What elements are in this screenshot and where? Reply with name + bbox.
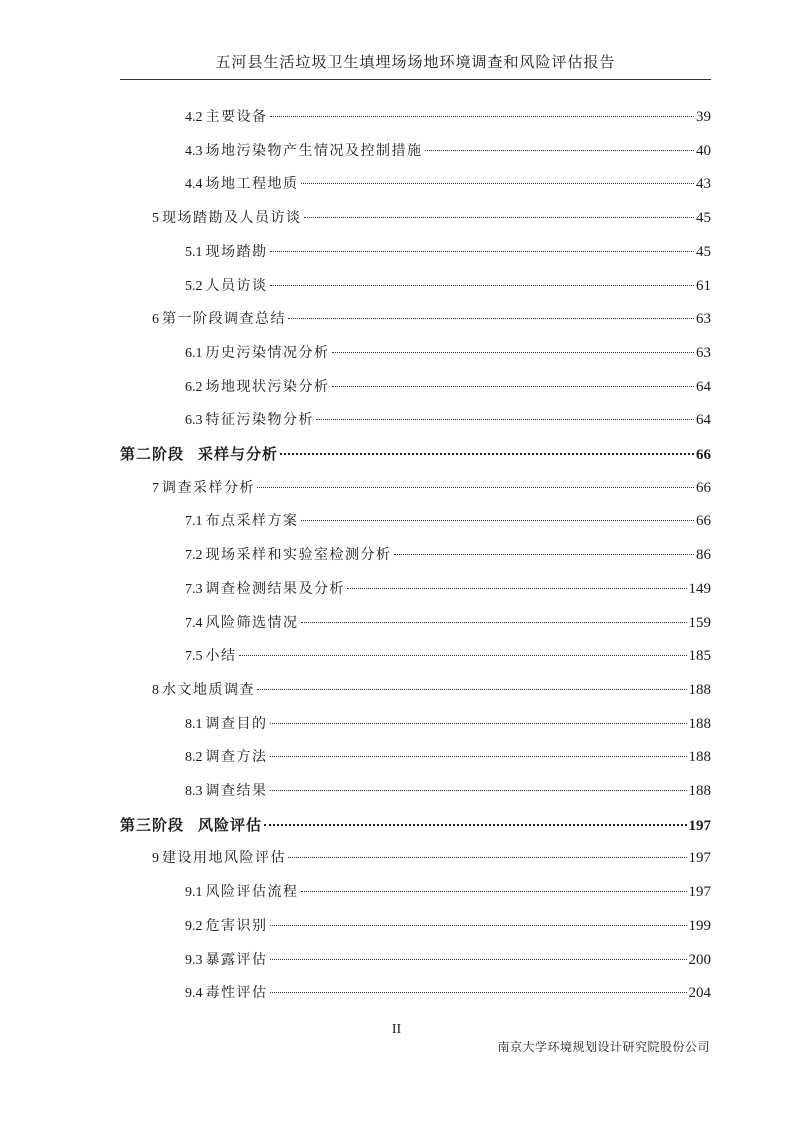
toc-section-number: 6 <box>152 312 159 327</box>
toc-entry-label <box>185 275 268 298</box>
toc-section-number: 9.4 <box>185 986 203 1001</box>
toc-section-title: 小结 <box>205 648 237 664</box>
toc-entry-label <box>152 207 302 230</box>
toc-entry[interactable] <box>185 746 711 768</box>
toc-page-number: 64 <box>696 412 711 428</box>
toc-leader-dots <box>270 285 695 286</box>
toc-section-number: 7.3 <box>185 582 203 597</box>
toc-leader-dots <box>270 790 687 791</box>
toc-part-title: 第二阶段 <box>120 445 185 463</box>
toc-section-number: 9.3 <box>185 953 203 968</box>
toc-leader-dots <box>270 992 687 993</box>
toc-leader-dots <box>270 925 687 926</box>
toc-entry[interactable] <box>152 207 711 229</box>
toc-page-number: 197 <box>688 818 711 834</box>
toc-section-number: 5 <box>152 211 159 226</box>
toc-entry-label <box>152 477 255 500</box>
toc-section-title: 调查检测结果及分析 <box>205 581 345 597</box>
toc-section-title: 调查结果 <box>205 783 268 799</box>
toc-entry[interactable] <box>185 915 711 937</box>
toc-page-number: 199 <box>688 918 711 934</box>
toc-page-number: 197 <box>688 850 711 866</box>
toc-entry[interactable] <box>185 612 711 634</box>
toc-section-title: 特征污染物分析 <box>205 412 314 428</box>
toc-leader-dots <box>270 116 695 117</box>
toc-section-number: 7.5 <box>185 649 203 664</box>
toc-page-number: 45 <box>696 244 711 260</box>
toc-page-number: 45 <box>696 210 711 226</box>
toc-page-number: 63 <box>696 345 711 361</box>
toc-entry-label <box>185 342 330 365</box>
toc-leader-dots <box>270 756 687 757</box>
toc-section-number: 7 <box>152 481 159 496</box>
toc-part-name: 风险评估 <box>198 816 263 834</box>
toc-entry-label <box>185 376 330 399</box>
toc-section-number: 4.4 <box>185 177 203 192</box>
toc-entry-label <box>185 173 299 196</box>
toc-section-title: 现场踏勘及人员访谈 <box>162 210 302 226</box>
toc-entry[interactable] <box>152 477 711 499</box>
toc-section-number: 8.1 <box>185 717 203 732</box>
toc-leader-dots <box>270 959 687 960</box>
toc-entry-label <box>152 679 255 702</box>
toc-leader-dots <box>288 857 687 858</box>
toc-page-number: 39 <box>696 109 711 125</box>
toc-entry-label <box>185 578 345 601</box>
toc-page-number: 188 <box>688 716 711 732</box>
toc-section-number: 7.4 <box>185 616 203 631</box>
toc-leader-dots <box>301 520 695 521</box>
toc-entry-label <box>120 814 262 836</box>
toc-leader-dots <box>394 554 695 555</box>
toc-entry[interactable] <box>185 578 711 600</box>
toc-entry[interactable] <box>185 173 711 195</box>
toc-page-number: 43 <box>696 176 711 192</box>
toc-section-number: 4.3 <box>185 144 203 159</box>
toc-page-number: 86 <box>696 547 711 563</box>
page-number: II <box>391 1022 402 1037</box>
toc-section-number: 6.1 <box>185 346 203 361</box>
toc-page-number: 185 <box>688 648 711 664</box>
running-header: 五河县生活垃圾卫生填埋场场地环境调查和风险评估报告 <box>215 53 616 71</box>
toc-section-title: 第一阶段调查总结 <box>162 311 286 327</box>
toc-entry[interactable] <box>185 544 711 566</box>
toc-section-number: 4.2 <box>185 110 203 125</box>
toc-entry-label <box>185 881 299 904</box>
toc-entry[interactable] <box>152 308 711 330</box>
toc-entry-label <box>185 982 268 1005</box>
toc-entry[interactable] <box>185 140 711 162</box>
toc-part-entry[interactable] <box>120 814 711 836</box>
toc-entry-label <box>185 241 268 264</box>
toc-section-title: 建设用地风险评估 <box>162 850 286 866</box>
toc-leader-dots <box>270 723 687 724</box>
toc-entry[interactable] <box>185 376 711 398</box>
toc-leader-dots <box>280 453 694 455</box>
toc-section-number: 6.2 <box>185 380 203 395</box>
toc-entry-label <box>185 949 268 972</box>
toc-page-number: 64 <box>696 379 711 395</box>
toc-section-title: 人员访谈 <box>205 278 268 294</box>
toc-part-title: 第三阶段 <box>120 816 185 834</box>
toc-entry[interactable] <box>185 409 711 431</box>
toc-page-number: 200 <box>688 952 711 968</box>
toc-section-title: 调查目的 <box>205 716 268 732</box>
toc-section-number: 6.3 <box>185 413 203 428</box>
toc-entry[interactable] <box>185 106 711 128</box>
toc-part-entry[interactable] <box>120 443 711 465</box>
toc-entry[interactable] <box>185 780 711 802</box>
toc-section-title: 场地现状污染分析 <box>205 379 330 395</box>
toc-page-number: 66 <box>696 513 711 529</box>
toc-entry-label <box>185 409 314 432</box>
toc-page-number: 197 <box>688 884 711 900</box>
toc-entry-label <box>185 612 299 635</box>
toc-section-number: 8.2 <box>185 750 203 765</box>
toc-part-name: 采样与分析 <box>198 445 279 463</box>
toc-page-number: 66 <box>696 447 711 463</box>
toc-entry[interactable] <box>185 275 711 297</box>
toc-section-title: 历史污染情况分析 <box>205 345 330 361</box>
toc-page-number: 40 <box>696 143 711 159</box>
toc-entry-label <box>185 746 268 769</box>
toc-section-title: 风险评估流程 <box>205 884 299 900</box>
toc-entry-label <box>185 106 268 129</box>
toc-page-number: 61 <box>696 278 711 294</box>
toc-section-title: 调查方法 <box>205 749 268 765</box>
toc-leader-dots <box>257 689 687 690</box>
toc-leader-dots <box>270 251 695 252</box>
toc-page-number: 188 <box>688 749 711 765</box>
toc-leader-dots <box>301 622 687 623</box>
toc-leader-dots <box>288 318 694 319</box>
toc-section-number: 7.1 <box>185 514 203 529</box>
toc-section-title: 现场采样和实验室检测分析 <box>205 547 392 563</box>
toc-entry[interactable] <box>185 342 711 364</box>
toc-section-title: 场地工程地质 <box>205 176 299 192</box>
toc-entry[interactable] <box>185 881 711 903</box>
toc-leader-dots <box>425 150 695 151</box>
toc-leader-dots <box>301 183 695 184</box>
toc-entry[interactable] <box>152 679 711 701</box>
toc-page-number: 188 <box>688 682 711 698</box>
toc-section-number: 5.2 <box>185 279 203 294</box>
toc-entry[interactable] <box>185 510 711 532</box>
toc-section-number: 8 <box>152 683 159 698</box>
toc-section-number: 9 <box>152 851 159 866</box>
toc-entry-label <box>185 915 268 938</box>
toc-section-title: 风险筛选情况 <box>205 615 299 631</box>
toc-leader-dots <box>239 655 687 656</box>
toc-entry-label <box>152 847 286 870</box>
toc-page-number: 204 <box>688 985 711 1001</box>
toc-entry[interactable] <box>185 241 711 263</box>
toc-section-title: 场地污染物产生情况及控制措施 <box>205 143 423 159</box>
toc-entry[interactable] <box>185 713 711 735</box>
toc-section-number: 8.3 <box>185 784 203 799</box>
toc-entry[interactable] <box>185 949 711 971</box>
toc-leader-dots <box>332 386 695 387</box>
toc-entry-label <box>185 713 268 736</box>
toc-section-number: 9.1 <box>185 885 203 900</box>
toc-page-number: 159 <box>688 615 711 631</box>
toc-page-number: 66 <box>696 480 711 496</box>
toc-leader-dots <box>304 217 695 218</box>
toc-entry-label <box>185 544 392 567</box>
toc-entry-label <box>185 780 268 803</box>
toc-page-number: 149 <box>688 581 711 597</box>
toc-page-number: 188 <box>688 783 711 799</box>
toc-entry-label <box>152 308 286 331</box>
toc-entry[interactable] <box>185 645 711 667</box>
toc-section-title: 暴露评估 <box>205 952 268 968</box>
toc-entry-label <box>120 443 278 465</box>
toc-section-title: 调查采样分析 <box>162 480 255 496</box>
toc-entry[interactable] <box>152 847 711 869</box>
toc-section-title: 布点采样方案 <box>205 513 299 529</box>
toc-page-number: 63 <box>696 311 711 327</box>
toc-entry-label <box>185 645 237 668</box>
toc-leader-dots <box>257 487 694 488</box>
toc-leader-dots <box>347 588 687 589</box>
toc-section-title: 危害识别 <box>205 918 268 934</box>
toc-section-title: 主要设备 <box>205 109 268 125</box>
toc-section-number: 5.1 <box>185 245 203 260</box>
toc-leader-dots <box>264 824 686 826</box>
toc-leader-dots <box>316 419 694 420</box>
toc-entry-label <box>185 140 423 163</box>
toc-section-number: 7.2 <box>185 548 203 563</box>
toc-leader-dots <box>301 891 687 892</box>
toc-entry-label <box>185 510 299 533</box>
toc-leader-dots <box>332 352 695 353</box>
toc-section-title: 水文地质调查 <box>162 682 255 698</box>
toc-section-title: 毒性评估 <box>205 985 268 1001</box>
toc-section-title: 现场踏勘 <box>205 244 268 260</box>
toc-entry[interactable] <box>185 982 711 1004</box>
footer-company: 南京大学环境规划设计研究院股份公司 <box>497 1040 710 1054</box>
toc-section-number: 9.2 <box>185 919 203 934</box>
